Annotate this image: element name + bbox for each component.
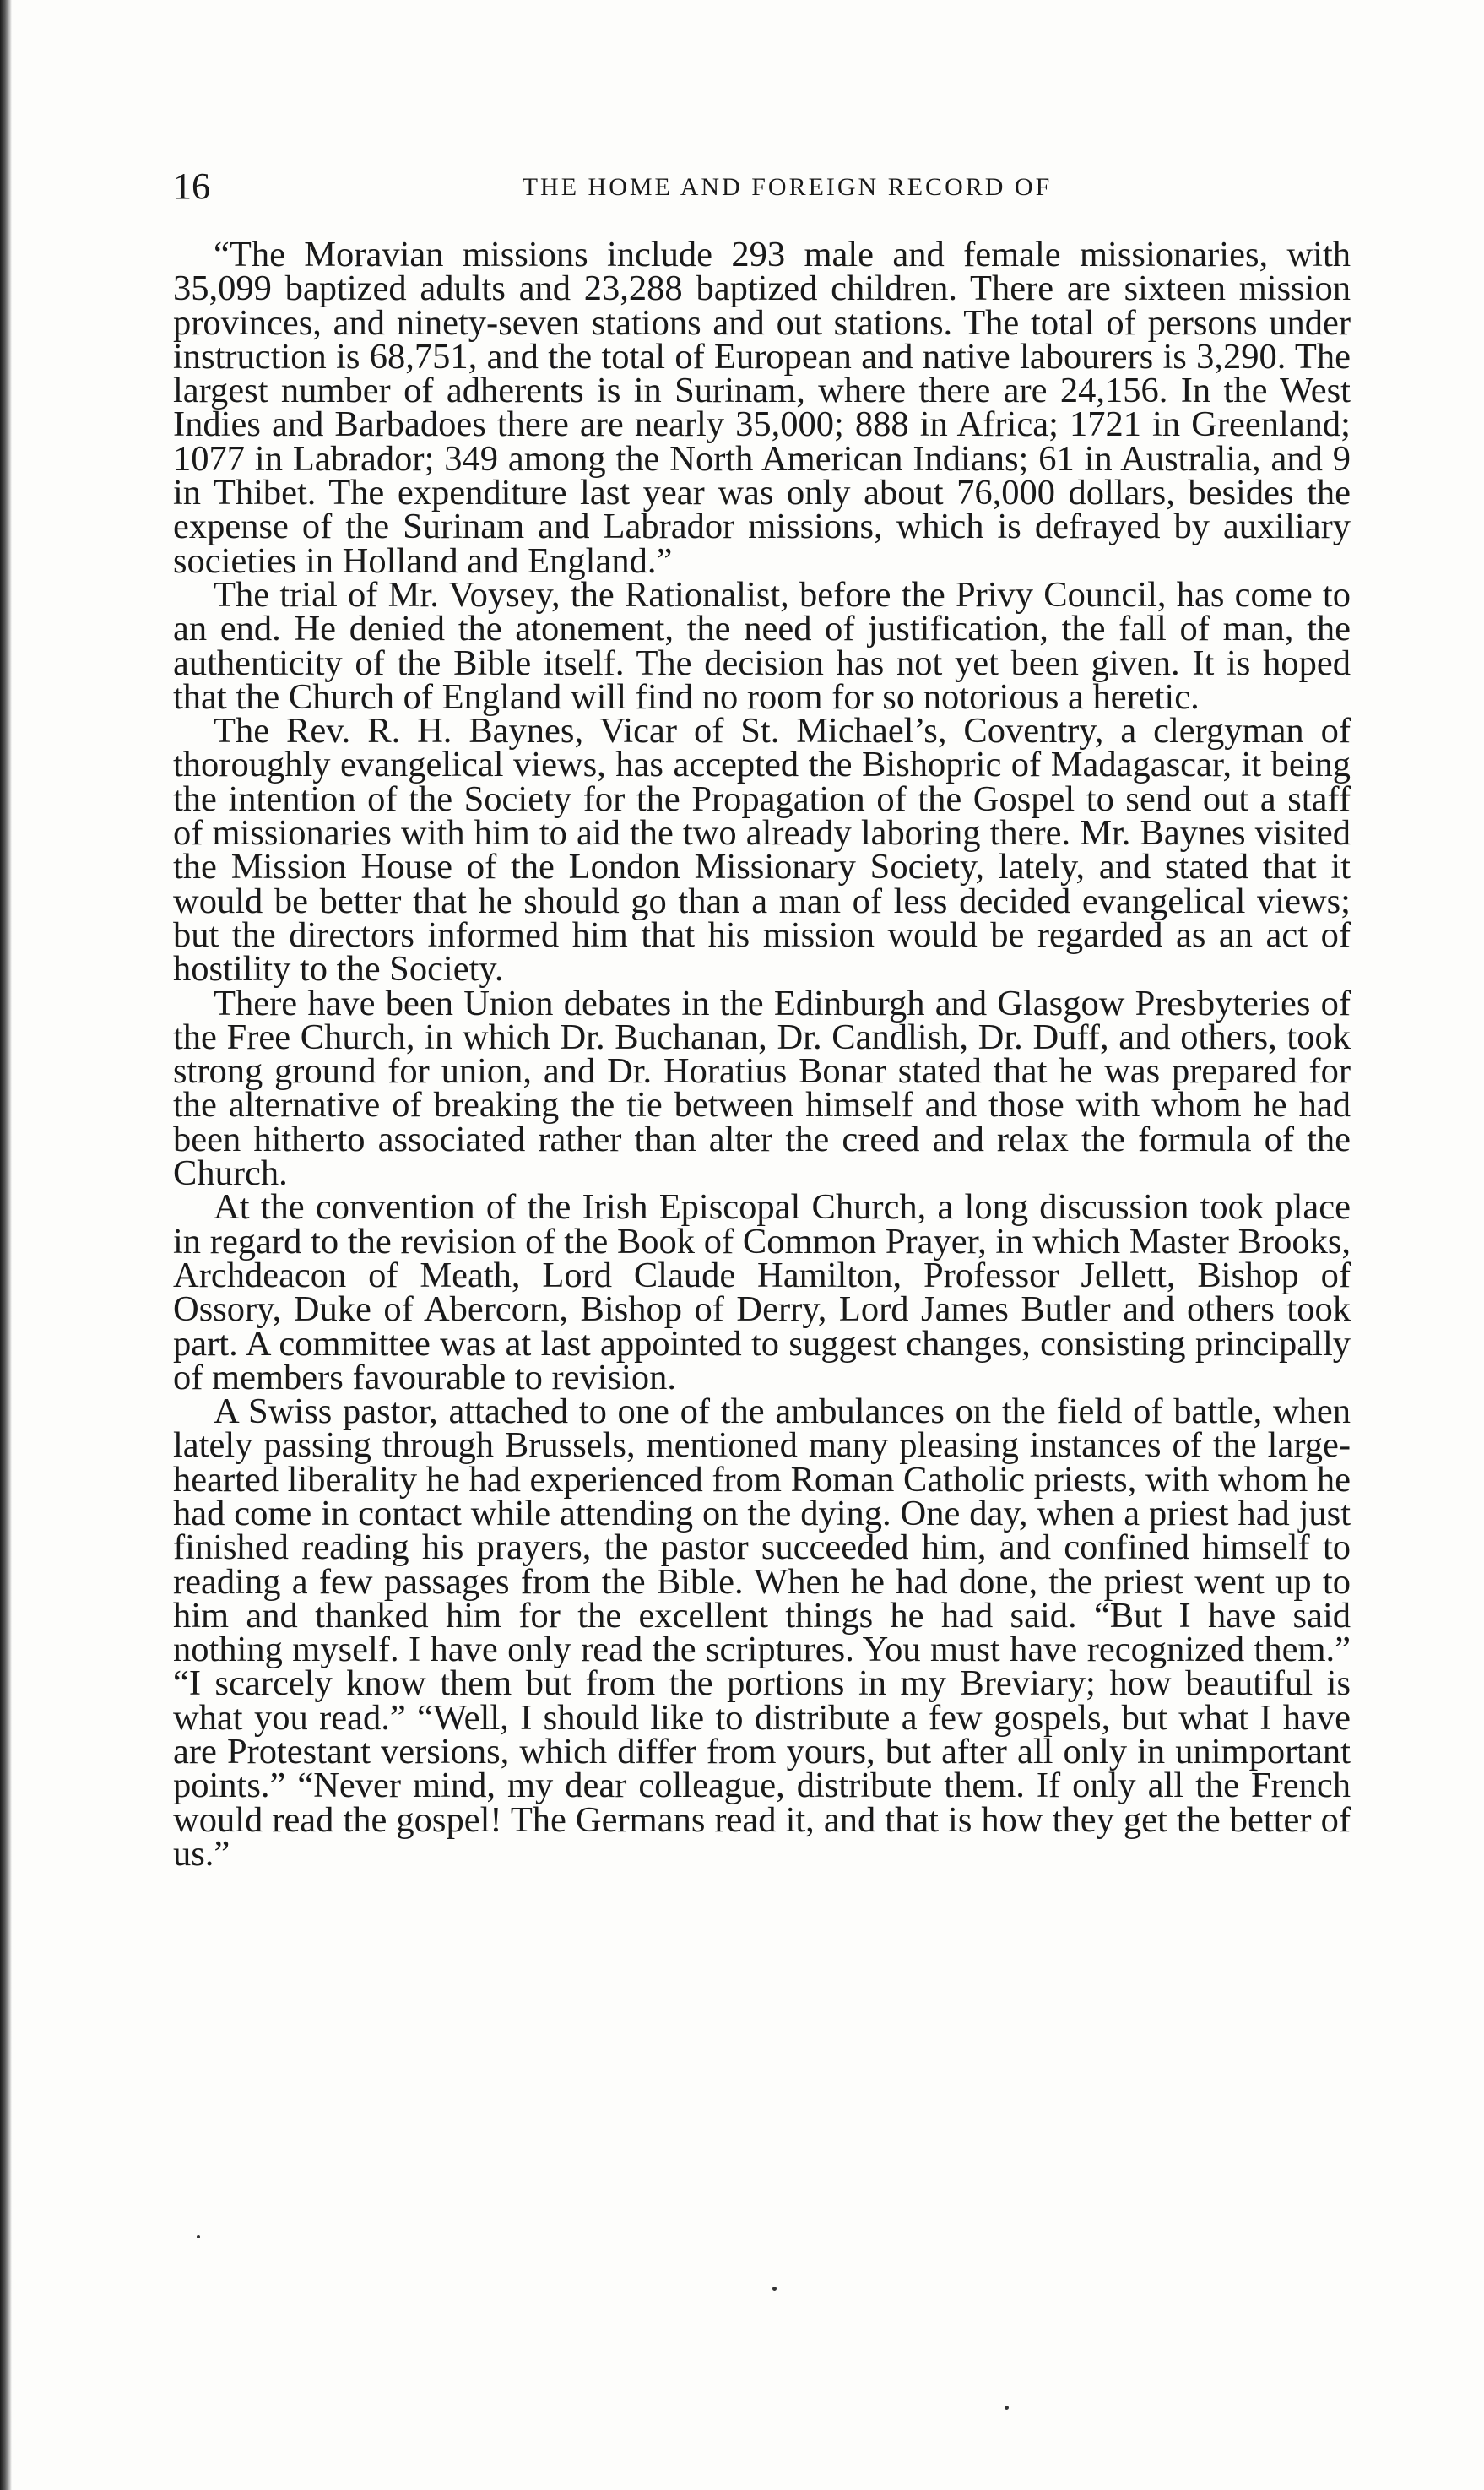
- paragraph-baynes-madagascar: The Rev. R. H. Baynes, Vicar of St. Michael’s, Coventry, a clergyman of thoroughly evangelical views, has accepted the Bishopric of Madagascar, it being the intention of the Society for the Propagation of the Gospel to send out a staff of missionaries with him to aid the two already laboring there. Mr. Baynes visited the Mission House of the London Missionary Society, lately, and stated that it would be better that he should go than a man of less decided evangelical views; but the directors informed him that his mission would be regarded as an act of hostility to the Society.: [173, 711, 1351, 990]
- paragraph-swiss-pastor: A Swiss pastor, attached to one of the ambulances on the field of battle, when lately passing through Brussels, mentioned many pleasing instances of the large-hearted liberality he had experienced from Roman Catholic priests, with whom he had come in contact while attending on the dying. One day, when a priest had just finished reading his prayers, the pastor succeeded him, and confined himself to reading a few passages from the Bible. When he had done, the priest went up to him and thanked him for the excellent things he had said. “But I have said nothing myself. I have only read the scriptures. You must have recognized them.” “I scarcely know them but from the portions in my Breviary; how beautiful is what you read.” “Well, I should like to distribute a few gospels, but what I have are Protestant versions, which differ from yours, but after all only in unimportant points.” “Never mind, my dear colleague, distribute them. If only all the French would read the gospel! The Germans read it, and that is how they get the better of us.”: [173, 1391, 1351, 1874]
- paragraph-moravian-missions: “The Moravian missions include 293 male and female missionaries, with 35,099 baptized adults and 23,288 baptized children. There are sixteen mission provinces, and ninety-seven stations and out stations. The total of persons under instruction is 68,751, and the total of European and native labourers is 3,290. The largest number of adherents is in Surinam, where there are 24,156. In the West Indies and Barbadoes there are nearly 35,000; 888 in Africa; 1721 in Greenland; 1077 in Labrador; 349 among the North American Indians; 61 in Australia, and 9 in Thibet. The expenditure last year was only about 76,000 dollars, besides the expense of the Surinam and Labrador missions, which is defrayed by auxiliary societies in Holland and England.”: [173, 235, 1351, 581]
- paragraph-voysey-trial: The trial of Mr. Voysey, the Rationalist, before the Privy Council, has come to an end. He denied the atonement, the need of justification, the fall of man, the authenticity of the Bible itself. The decision has not yet been given. It is hoped that the Church of England will find no room for so notorious a heretic.: [173, 574, 1351, 717]
- scan-speck: [197, 2235, 200, 2238]
- paragraph-irish-episcopal: At the convention of the Irish Episcopal Church, a long discussion took place in regard to the revision of the Book of Common Prayer, in which Master Brooks, Archdeacon of Meath, Lord Claude Hamilton, Professor Jellett, Bishop of Ossory, Duke of Abercorn, Bishop of Derry, Lord James Butler and others took part. A committee was at last appointed to suggest changes, consisting principally of members favourable to revision.: [173, 1187, 1351, 1397]
- scan-shadow-edge: [0, 0, 12, 2490]
- paragraph-union-debates: There have been Union debates in the Edinburgh and Glasgow Presbyteries of the Free Church, in which Dr. Buchanan, Dr. Candlish, Dr. Duff, and others, took strong ground for union, and Dr. Horatius Bonar stated that he was prepared for the alternative of breaking the tie between himself and those with whom he had been hitherto associated rather than alter the creed and relax the formula of the Church.: [173, 983, 1351, 1194]
- page-header: [173, 165, 1351, 216]
- scan-speck: [1005, 2406, 1009, 2410]
- article-body: [173, 235, 1351, 1874]
- running-title: THE HOME AND FOREIGN RECORD OF: [522, 173, 1053, 201]
- scan-speck: [772, 2287, 777, 2291]
- page-number: 16: [173, 165, 210, 207]
